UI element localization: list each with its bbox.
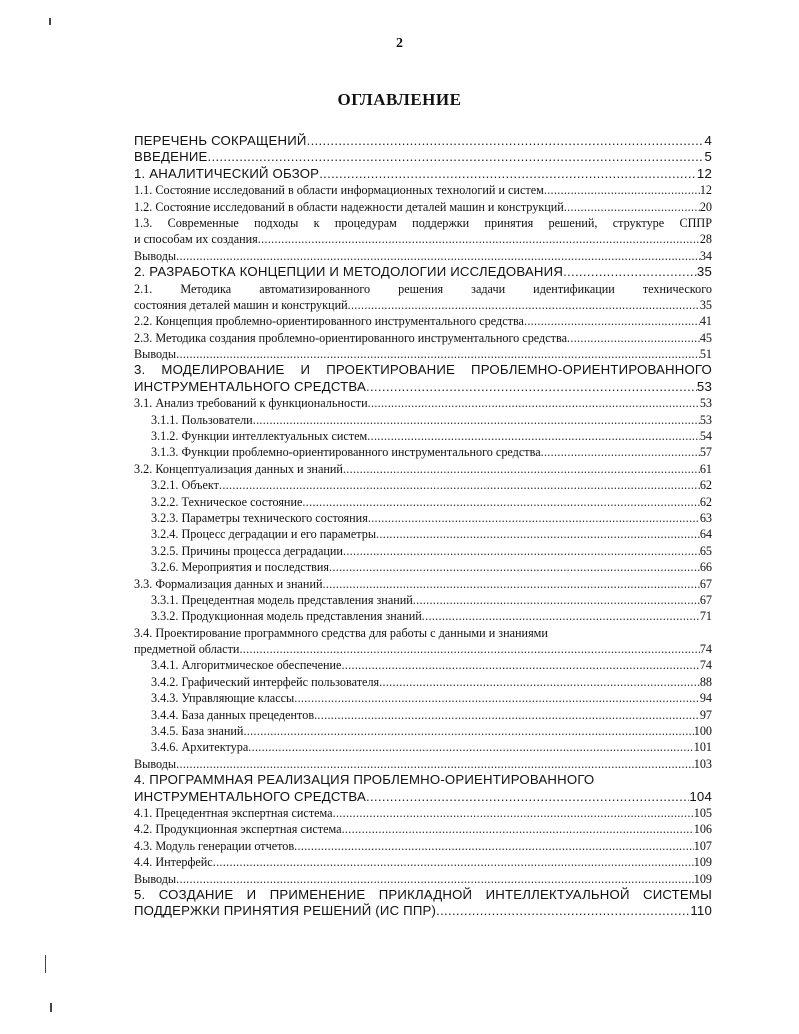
toc-entry-page: 35 [699,297,712,312]
toc-entry-chapter-3[interactable] [134,379,712,395]
scan-mark [49,18,51,25]
toc-entry-text: Выводы [134,756,177,771]
toc-entry-chapter-4[interactable] [134,789,712,805]
toc-entry-text: и способам их создания [134,232,258,247]
toc-entry-page: 110 [690,903,712,919]
toc-entry-conclusions-2[interactable] [134,346,712,362]
toc-entry-text: 3.4.3. Управляющие классы [151,691,295,706]
toc-entry-page: 88 [699,674,712,689]
toc-entry-page: 100 [693,724,712,739]
toc-entry-page: 104 [689,788,712,804]
toc-entry-3-4-1[interactable] [134,658,712,674]
toc-entry-page: 103 [693,756,712,771]
toc-heading: ОГЛАВЛЕНИЕ [337,90,462,109]
toc-entry-2-2[interactable] [134,313,712,329]
toc-entry-page: 53 [699,412,712,427]
toc-entry-3-3[interactable] [134,576,712,592]
toc-entry-3-2-4[interactable] [134,526,712,542]
toc-entry-text: Выводы [134,248,177,263]
toc-entry-text: 3.4.6. Архитектура [151,740,249,755]
toc-entry-page: 65 [699,543,712,558]
toc-entry-text: 3.1.1. Пользователи [151,412,253,427]
toc-entry-text: 3.2.3. Параметры технического состояния [151,510,368,525]
toc-entry-text: ВВЕДЕНИЕ [134,149,208,165]
toc-entry-text: предметной области [134,642,240,657]
toc-entry-text: 1. АНАЛИТИЧЕСКИЙ ОБЗОР [134,165,320,181]
toc-entry-4-2[interactable] [134,821,712,837]
toc-entry-page: 109 [693,855,712,870]
toc-entry-chapter-5[interactable] [134,903,712,919]
toc-entry-page: 63 [699,510,712,525]
toc-entry-page: 20 [699,199,712,214]
toc-entry-1-3-line1[interactable]: 1.3. Современные подходы к процедурам поддержки принятия решений, структуре СППР [134,215,712,230]
toc-entry-text: 3.2.6. Мероприятия и последствия [151,560,330,575]
toc-entry-page: 64 [699,527,712,542]
toc-entry-3-2-1[interactable] [134,477,712,493]
toc-entry-1-1[interactable] [134,182,712,198]
toc-entry-page: 53 [696,378,712,394]
toc-entry-text: 3.3.1. Прецедентная модель представления знаний [151,592,413,607]
toc-entry-text: Выводы [134,347,177,362]
toc-entry-3-4[interactable] [134,641,712,657]
toc-entry-text: 1.2. Состояние исследований в области надежности деталей машин и конструкций [134,199,564,214]
toc-entry-3-1[interactable] [134,395,712,411]
toc-entry-page: 41 [699,314,712,329]
toc-entry-text: 3.2.4. Процесс деградации и его параметры [151,527,377,542]
toc-entry-page: 62 [699,478,712,493]
toc-entry-text: 2.3. Методика создания проблемно-ориентированного инструментального средства [134,330,567,345]
scan-mark [45,955,46,973]
toc-entry-page: 71 [699,609,712,624]
toc-entry-conclusions-3[interactable] [134,756,712,772]
toc-entry-text: 3.4.4. База данных прецедентов [151,707,315,722]
toc-entry-text: 3.4.2. Графический интерфейс пользователя [151,674,380,689]
toc-entry-text: 3.2.2. Техническое состояние [151,494,303,509]
toc-entry-page: 67 [699,576,712,591]
toc-entry-text: 4.3. Модуль генерации отчетов [134,838,295,853]
toc-entry-text: 2. РАЗРАБОТКА КОНЦЕПЦИИ И МЕТОДОЛОГИИ ИССЛЕДОВАНИЯ [134,264,564,280]
toc-entry-conclusions-1[interactable] [134,248,712,264]
toc-entry-3-2-5[interactable] [134,543,712,559]
toc-entry-text: 3.2.5. Причины процесса деградации [151,543,343,558]
toc-entry-text: ИНСТРУМЕНТАЛЬНОГО СРЕДСТВА [134,788,366,804]
toc-entry-page: 94 [699,691,712,706]
toc-entry-text: 4.1. Прецедентная экспертная система [134,806,333,820]
toc-entry-page: 74 [699,658,712,673]
toc-entry-text: 1.1. Состояние исследований в области информационных технологий и систем [134,183,544,198]
toc-entry-2-3[interactable] [134,330,712,346]
toc-entry-text: 3.2.1. Объект [151,478,219,493]
toc-entry-page: 12 [699,183,712,198]
toc-entry-text: 2.2. Концепция проблемно-ориентированного инструментального средства [134,314,524,329]
toc-entry-page: 12 [696,165,712,181]
toc-entry-introduction[interactable] [134,149,712,165]
toc-entry-4-3[interactable] [134,838,712,854]
toc-entry-page: 107 [693,838,712,853]
toc-entry-text: ПОДДЕРЖКИ ПРИНЯТИЯ РЕШЕНИЙ (ИС ППР) [134,903,437,919]
toc-entry-text: 3.2. Концептуализация данных и знаний [134,461,343,476]
toc-entry-text: 3.1.3. Функции проблемно-ориентированного инструментального средства [151,445,541,460]
toc-entry-2-1[interactable] [134,297,712,313]
toc-entry-chapter-3-line1[interactable]: 3. МОДЕЛИРОВАНИЕ И ПРОЕКТИРОВАНИЕ ПРОБЛЕМНО-ОРИЕНТИРОВАННОГО [134,362,712,378]
toc-entry-text: 3.3.2. Продукционная модель представления знаний [151,609,422,624]
toc-entry-3-1-3[interactable] [134,444,712,460]
toc-entry-1-3[interactable] [134,231,712,247]
scan-mark [50,1003,52,1012]
toc-entry-chapter-2[interactable] [134,264,712,280]
toc-entry-text: Выводы [134,871,177,886]
toc-entry-3-4-2[interactable] [134,674,712,690]
toc-entry-text: 3.1. Анализ требований к функциональности [134,396,368,411]
toc-entry-text: 4.4. Интерфейс [134,855,213,870]
toc-entry-text: ПЕРЕЧЕНЬ СОКРАЩЕНИЙ [134,132,307,148]
toc-entry-page: 54 [699,429,712,444]
toc-entry-text: 3.4.5. База знаний [151,724,244,739]
toc-entry-3-3-1[interactable] [134,592,712,608]
toc-entry-page: 97 [699,707,712,722]
toc-entry-4-4[interactable] [134,854,712,870]
toc-entry-chapter-1[interactable] [134,166,712,182]
toc-entry-page: 66 [699,560,712,575]
toc-entry-page: 62 [699,494,712,509]
toc-entry-abbreviations[interactable] [134,133,712,149]
toc-entry-3-1-2[interactable] [134,428,712,444]
toc-entry-page: 4 [704,132,712,148]
toc-entry-page: 106 [693,822,712,837]
toc-entry-chapter-5-line1[interactable]: 5. СОЗДАНИЕ И ПРИМЕНЕНИЕ ПРИКЛАДНОЙ ИНТЕЛЛЕКТУАЛЬНОЙ СИСТЕМЫ [134,886,712,902]
toc-entry-3-2-6[interactable] [134,559,712,575]
page-number: 2 [396,36,403,51]
toc-entry-page: 101 [693,740,712,755]
toc-entry-3-3-2[interactable] [134,608,712,624]
toc-entry-page: 74 [699,642,712,657]
toc-entry-3-2-2[interactable] [134,494,712,510]
toc-entry-2-1-line1[interactable]: 2.1. Методика автоматизированного решения задачи идентификации технического [134,281,712,296]
toc-entry-3-4-4[interactable] [134,707,712,723]
table-of-contents [134,133,712,920]
toc-entry-3-1-1[interactable] [134,412,712,428]
toc-entry-text: ИНСТРУМЕНТАЛЬНОГО СРЕДСТВА [134,378,366,394]
toc-entry-page: 5 [704,149,712,165]
toc-entry-page: 105 [693,806,712,820]
toc-entry-page: 35 [696,264,712,280]
toc-entry-3-2-3[interactable] [134,510,712,526]
toc-entry-1-2[interactable] [134,199,712,215]
toc-entry-chapter-4-line1[interactable]: 4. ПРОГРАММНАЯ РЕАЛИЗАЦИЯ ПРОБЛЕМНО-ОРИЕНТИРОВАННОГО [134,772,595,788]
toc-entry-page: 53 [699,396,712,411]
toc-entry-4-1[interactable] [134,805,712,821]
toc-entry-page: 109 [693,871,712,886]
toc-entry-text: 3.1.2. Функции интеллектуальных систем [151,429,368,444]
toc-entry-3-4-6[interactable] [134,739,712,755]
toc-entry-page: 61 [699,461,712,476]
toc-entry-text: 3.3. Формализация данных и знаний [134,576,323,591]
toc-entry-page: 67 [699,592,712,607]
toc-entry-text: 3.4.1. Алгоритмическое обеспечение [151,658,342,673]
toc-entry-page: 57 [699,445,712,460]
toc-entry-page: 51 [699,347,712,362]
toc-entry-page: 45 [699,330,712,345]
toc-entry-page: 28 [699,232,712,247]
toc-entry-text: состояния деталей машин и конструкций [134,297,348,312]
toc-entry-text: 4.2. Продукционная экспертная система [134,822,342,837]
toc-entry-3-4-5[interactable] [134,723,712,739]
toc-entry-3-4-line1[interactable]: 3.4. Проектирование программного средства для работы с данными и знаниями [134,625,548,640]
toc-entry-conclusions-4[interactable] [134,871,712,887]
toc-entry-3-4-3[interactable] [134,690,712,706]
toc-entry-3-2[interactable] [134,461,712,477]
toc-entry-page: 34 [699,248,712,263]
